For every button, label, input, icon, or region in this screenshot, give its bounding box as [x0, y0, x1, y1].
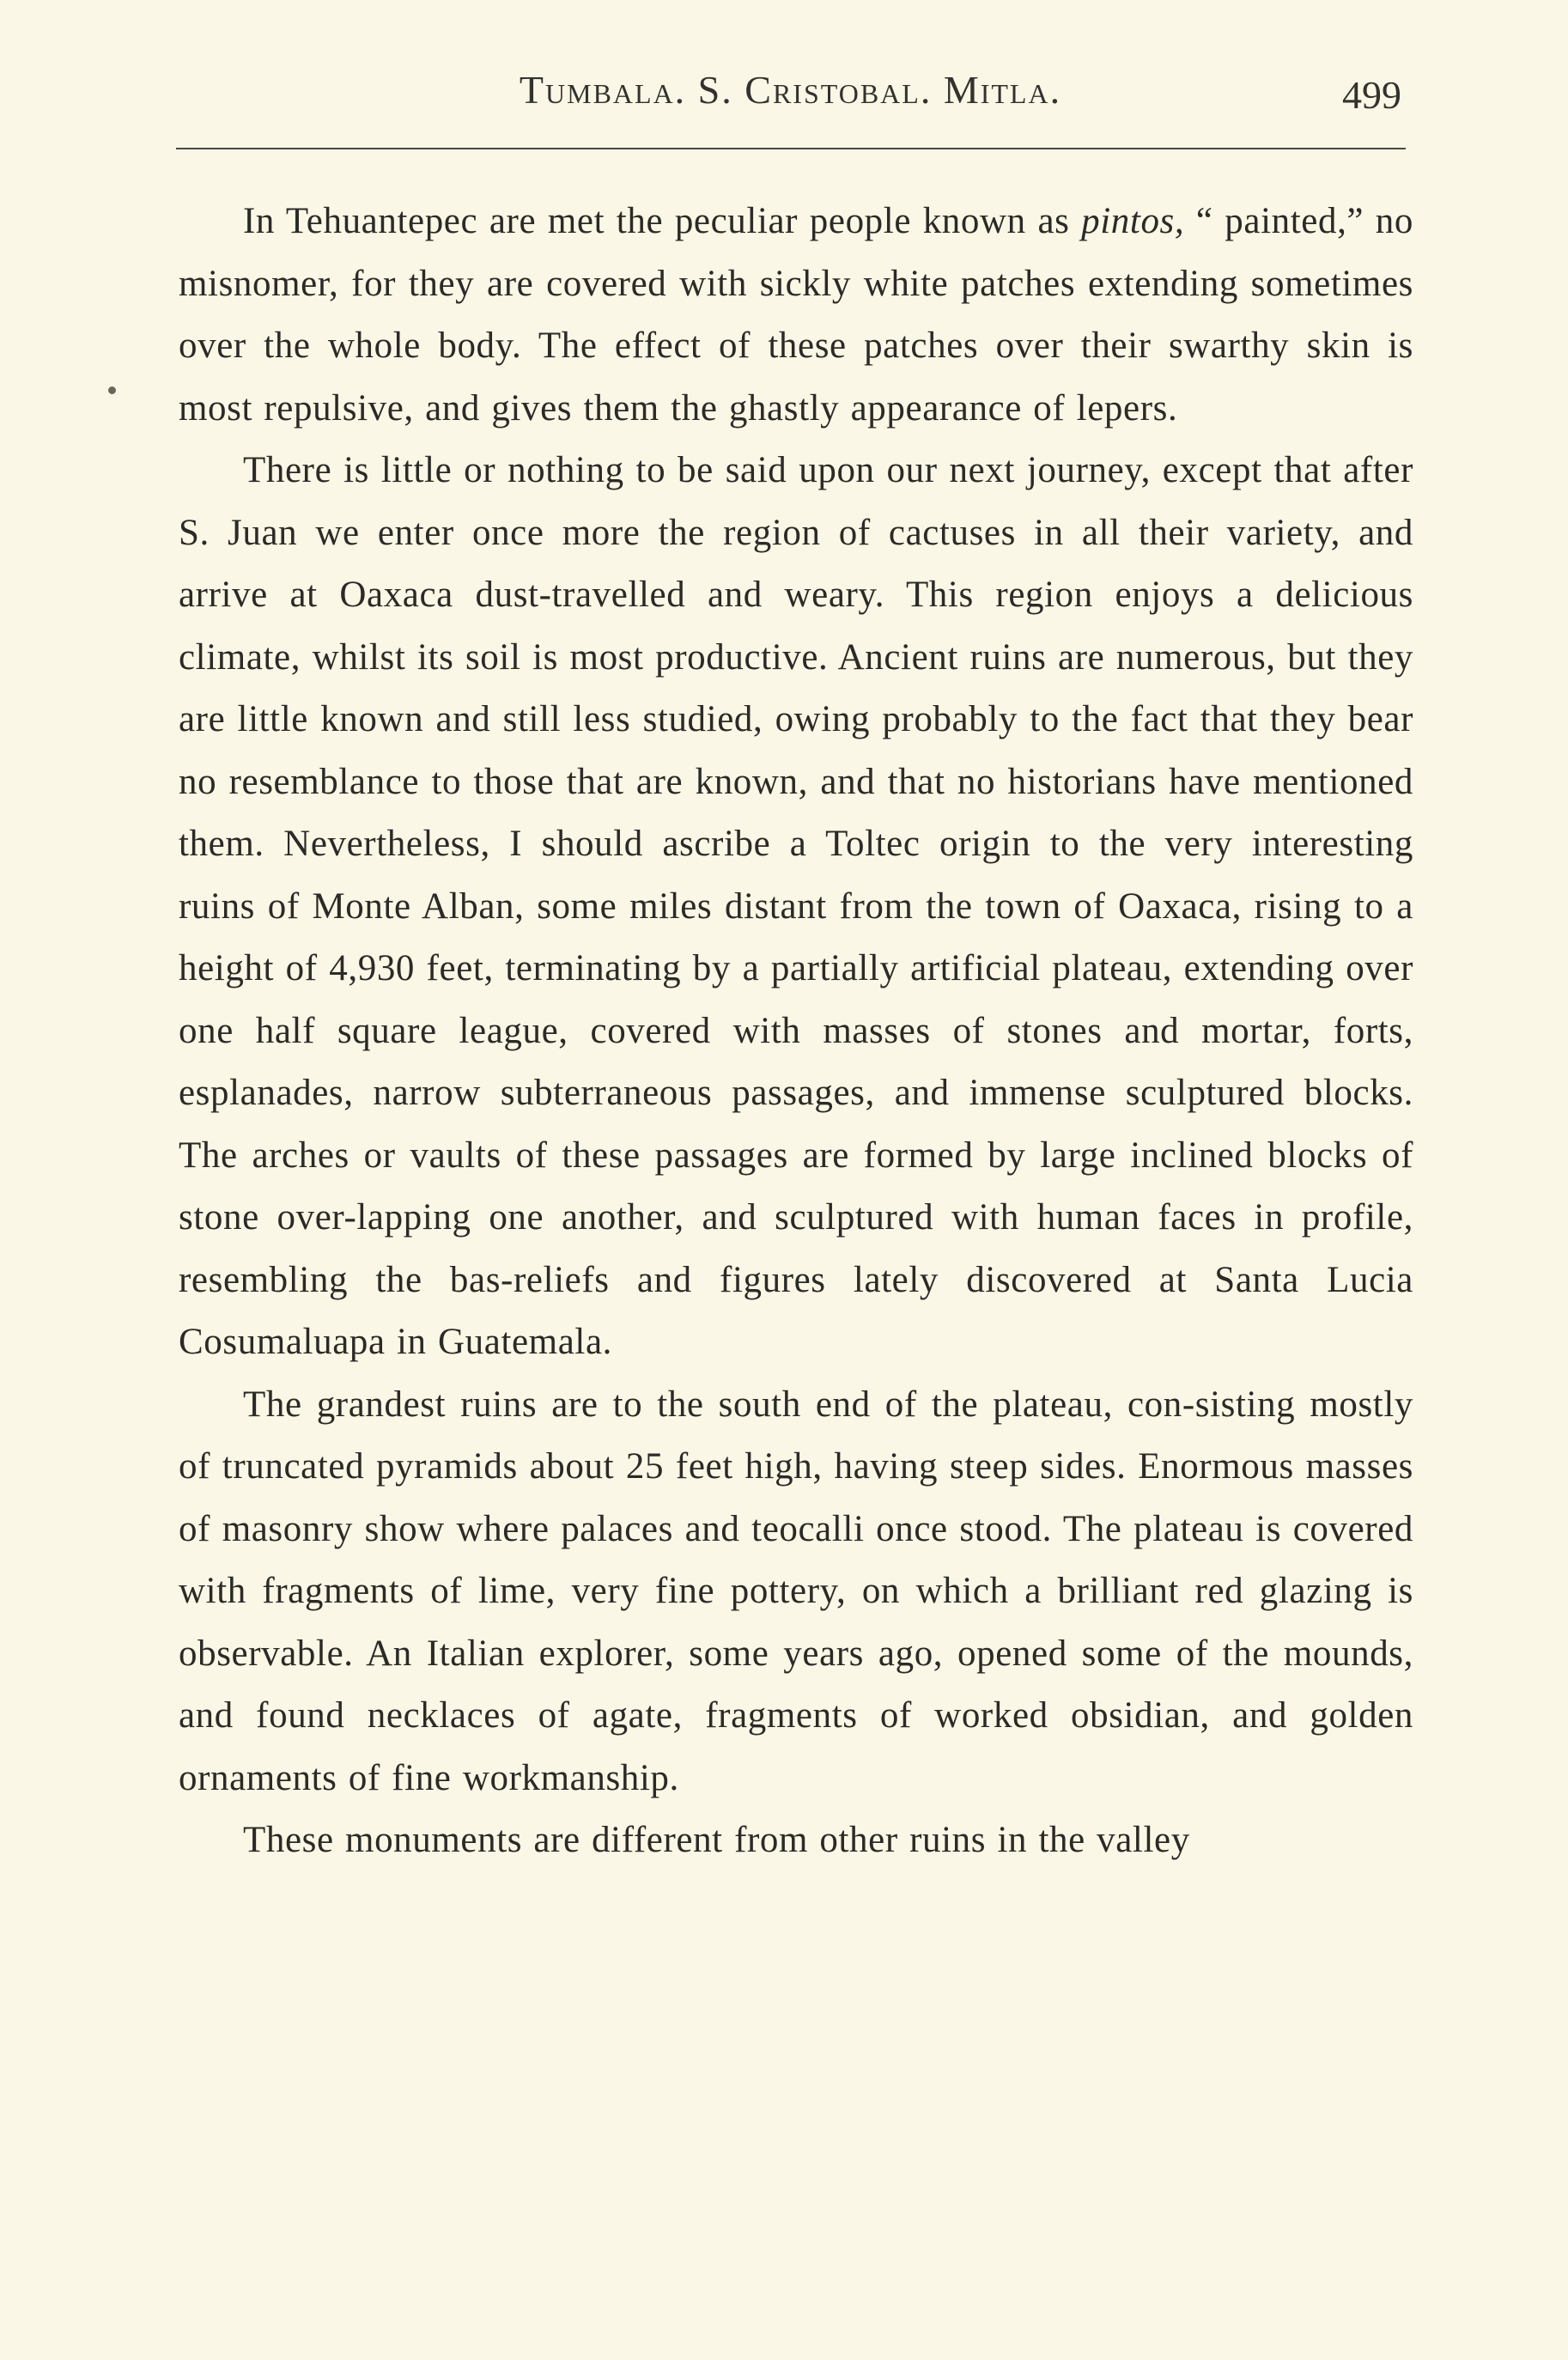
paragraph-plateau-ruins: The grandest ruins are to the south end of the plateau, con-sisting mostly of truncated pyramids about 25 feet high, having steep sides. Enormous masses of masonry show where palaces and teocalli once stood. The plateau is covered with fragments of lime, very fine pottery, on which a brilliant red glazing is observable. An Italian explorer, some years ago, opened some of the mounds, and found necklaces of agate, fragments of worked obsidian, and golden ornaments of fine workmanship. [179, 1384, 1413, 1798]
running-head [176, 67, 1405, 127]
paragraph-pintos [179, 191, 1413, 440]
body-text [179, 191, 1413, 1872]
page-number: 499 [1342, 73, 1401, 117]
paragraph-1-start: In Tehuantepec are met the peculiar people known as [243, 201, 1082, 241]
paragraph-monte-alban: There is little or nothing to be said upon our next journey, except that after S. Juan we enter once more the region of cactuses in all their variety, and arrive at Oaxaca dust-travelled and weary. This region enjoys a delicious climate, whilst its soil is most productive. Ancient ruins are numerous, but they are little known and still less studied, owing probably to the fact that they bear no resemblance to those that are known, and that no historians have mentioned them. Nevertheless, I should ascribe a Toltec origin to the very interesting ruins of Monte Alban, some miles distant from the town of Oaxaca, rising to a height of 4,930 feet, terminating by a partially artificial plateau, extending over one half square league, covered with masses of stones and mortar, forts, esplanades, narrow subterraneous passages, and immense sculptured blocks. The arches or vaults of these passages are formed by large inclined blocks of stone over-lapping one another, and sculptured with human faces in profile, resembling the bas-reliefs and figures lately discovered at Santa Lucia Cosumaluapa in Guatemala. [179, 450, 1413, 1362]
paragraph-monuments: These monuments are different from other ruins in the valley [243, 1820, 1190, 1860]
margin-speck [108, 386, 116, 394]
header-rule [176, 148, 1406, 149]
running-title: Tumbala. S. Cristobal. Mitla. [519, 68, 1062, 112]
italic-term-pintos: pintos, [1081, 201, 1185, 241]
paragraph-1-rest: “ painted,” no misnomer, for they are covered with sickly white patches extending sometimes over the whole body. The effect of these patches over their swarthy skin is most repulsive, and gives them the ghastly appearance of lepers. [179, 201, 1413, 429]
